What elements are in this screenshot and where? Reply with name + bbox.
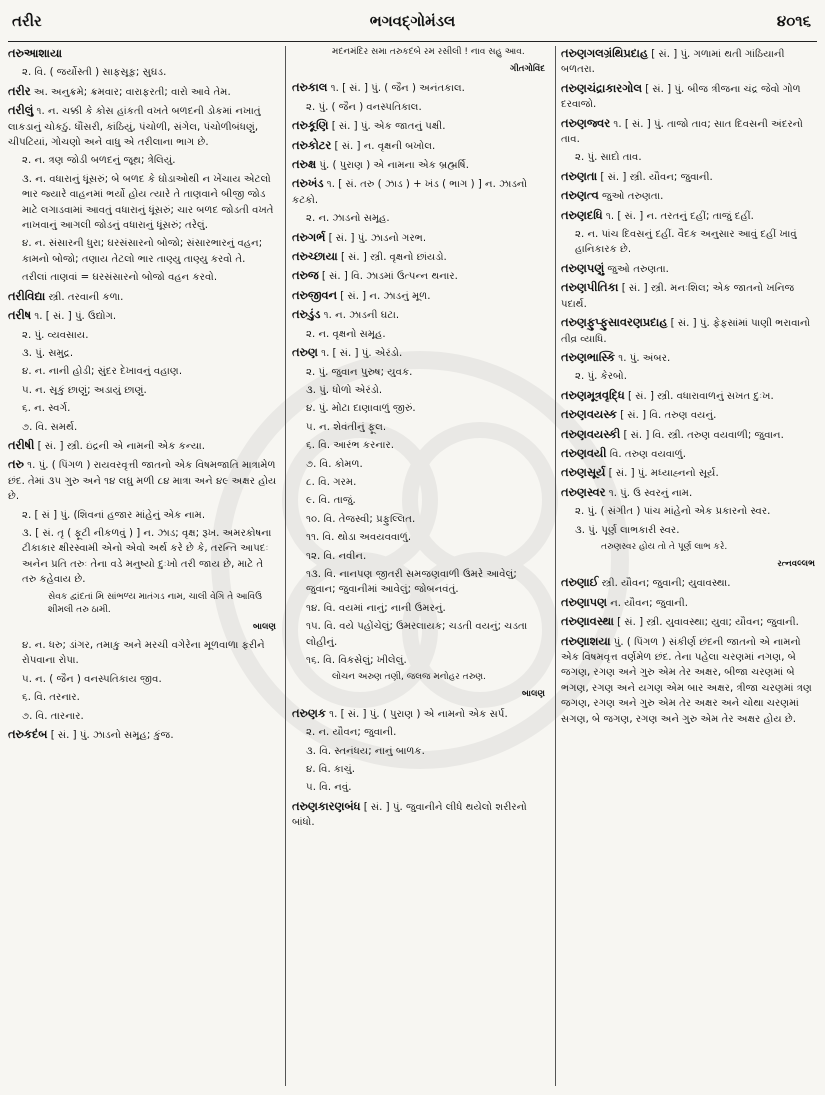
headword: તરુણજ્વર — [561, 115, 611, 130]
dictionary-entry — [561, 595, 819, 611]
sense-line — [292, 744, 549, 759]
dictionary-entry — [8, 457, 280, 504]
sense-line — [8, 401, 280, 416]
entry-text: ૩. ન. વધારાનું ધૂંસરું; બે બળદ કે ઘોડાઓથી ન ખેંચાય એટલો ભાર જ્યારે વાહનમાં ભર્યો હોય ત્યારે તે તાણવાને બીજી જોડ માટે લગાડવામાં આવતું વધારાનું ધૂંસરું; ચાર બળદ જોડતી વખતે નાખવાનું આગલી જોડનું વધારાનું ધૂંસરું; તરેલું. — [22, 173, 274, 232]
quotation — [8, 591, 280, 617]
dictionary-entry — [561, 614, 819, 630]
sense-line — [292, 549, 549, 564]
headword: તરુણભાસ્કિ — [561, 349, 615, 364]
entry-text: [ સં. ] પું. ઝાડનો સમૂહ; કુંજ. — [47, 730, 174, 742]
sense-line — [8, 364, 280, 379]
dictionary-entry — [8, 103, 280, 150]
headword: તરુખંડ — [292, 176, 324, 191]
sense-line — [292, 601, 549, 616]
headword: તરુજીવન — [292, 287, 337, 302]
column-divider-2 — [555, 46, 556, 1086]
entry-text: [ સં. ] સ્ત્રી. યુવાવસ્થા; યુવા; યૌવન; જુવાની. — [613, 617, 799, 629]
sense-line — [8, 346, 280, 361]
dictionary-entry — [561, 634, 819, 727]
sense-line — [8, 65, 280, 80]
entry-text: ૬. વિ. આરંભ કરનાર. — [306, 440, 394, 452]
sense-line — [8, 236, 280, 267]
entry-text: જુઓ તરુણતા. — [598, 191, 664, 203]
sense-line — [8, 328, 280, 343]
sense-line — [561, 150, 819, 165]
headword: તરુણફુપ્ફુસાવરણપ્રદાહ — [561, 315, 668, 330]
dictionary-column-3 — [561, 46, 819, 1089]
page-header — [0, 0, 825, 38]
sense-line — [292, 457, 549, 472]
sense-line — [292, 475, 549, 490]
dictionary-column-1 — [8, 46, 280, 1089]
sense-line — [8, 508, 280, 523]
dictionary-entry — [561, 208, 819, 224]
entry-text: ૩. પું. ધોળો એરંડો. — [306, 384, 383, 396]
dictionary-entry — [561, 427, 819, 443]
dictionary-entry — [8, 289, 280, 305]
headword: તરુણમૂત્રવૃદ્ધિ — [561, 387, 625, 402]
dictionary-entry — [561, 350, 819, 366]
dictionary-entry — [561, 407, 819, 423]
dictionary-entry — [561, 188, 819, 204]
entry-text: ૫. ન. શેવંતીનું ફૂલ. — [306, 421, 387, 433]
sense-line — [292, 567, 549, 598]
entry-text: [ સં. ] સ્ત્રી. યૌવન; જુવાની. — [597, 171, 713, 183]
entry-text: વિ. તરુણ વયવાળું. — [606, 448, 686, 460]
headword: તરુણતા — [561, 168, 598, 183]
entry-text: ૮. વિ. ગરમ. — [306, 476, 357, 488]
dictionary-entry — [292, 307, 549, 323]
headword: તરુચ્છાયા — [292, 249, 338, 264]
dictionary-entry — [561, 465, 819, 481]
quotation — [292, 671, 549, 684]
quotation — [292, 46, 549, 59]
dictionary-entry — [561, 169, 819, 185]
headword: તરીષી — [8, 437, 35, 452]
entry-text: [ સં. ] સ્ત્રી. વૃક્ષનો છાંયડો. — [337, 252, 447, 264]
headword: તરુઆશાયા — [8, 46, 63, 60]
dictionary-entry — [8, 727, 280, 743]
quotation — [561, 541, 819, 554]
headword: તરુણવયી — [561, 445, 607, 460]
headword: તરુકૂણિ — [292, 118, 329, 133]
dictionary-entry — [292, 80, 549, 96]
entry-text: ૪. ન. નાની હોડી; સુંદર દેખાવનું વહાણ. — [22, 366, 183, 378]
entry-text: બાલણ — [522, 689, 545, 700]
entry-text: ૨. ન. વૃક્ષનો સમૂહ. — [306, 328, 386, 340]
entry-text: ૬. ન. સ્વર્ગ. — [22, 403, 71, 415]
entry-text: [ સં. ] સ્ત્રી. ઇંદ્રની એ નામની એક કન્યા. — [34, 440, 206, 452]
sense-line — [8, 383, 280, 398]
entry-text: ૩. [ સં. તૃ ( ફૂટી નીકળવું ) ] ન. ઝાડ; વૃક્ષ; રૂખ. અમરકોષના ટીકાકાર ક્ષીરસ્વામી એનો એવો અર્થ કરે છે કે, તરન્તિ આપદઃ અનેન પ્રતિ તરુઃ તેના વડે મનુષ્યો દુઃખો તરી જાય છે, માટે તે તરુ કહેવાય છે. — [22, 527, 272, 586]
headword: તરુણાશયા — [561, 633, 611, 648]
entry-text: [ સં. ] સ્ત્રી. મનઃશિલ; એક જાતનો ખનિજ પદાર્થ. — [561, 283, 795, 310]
headword: તરુજ — [292, 268, 319, 283]
sense-line — [292, 383, 549, 398]
entry-text: [ સં. ] પું. મધ્યાહ્નનો સૂર્ય. — [605, 468, 719, 480]
entry-text: ૧૬. વિ. વિકસેલું; ખીલેલું. — [306, 655, 407, 666]
sense-line — [292, 100, 549, 115]
entry-text: [ સં. ] ન. ઝાડનું મૂળ. — [337, 290, 431, 302]
dictionary-entry — [561, 280, 819, 312]
dictionary-entry — [561, 388, 819, 404]
entry-text: ૧. [ સં. ] પું. એરંડો. — [317, 348, 403, 360]
dictionary-entry — [561, 575, 819, 591]
headword: તરુણગલગ્રંથિપ્રદાહ — [561, 46, 649, 60]
entry-text: ૨. પું. ( જૈન ) વનસ્પતિકાલ. — [306, 101, 422, 113]
headword: તરુગર્ભ — [292, 229, 326, 244]
entry-text: ૨. પું. વ્યવસાય. — [22, 329, 89, 341]
sense-line — [292, 401, 549, 416]
entry-text: [ સં. ] સ્ત્રી. વધારાવાળનું સખત દુઃખ. — [624, 390, 774, 402]
headword: તરુક્ષ — [292, 157, 317, 172]
headword: તરુણપીતિકા — [561, 280, 619, 295]
entry-text: ૭. વિ. તારનાર. — [22, 710, 84, 722]
dictionary-entry — [8, 438, 280, 454]
entry-text: રત્નવલ્લભ — [777, 558, 815, 569]
headword: તરુકાલ — [292, 80, 328, 95]
headword: તરુણ — [292, 345, 318, 360]
sense-line — [561, 369, 819, 384]
entry-text: [ સં. ] વિ. ઝાડમાં ઉત્પન્ન થનાર. — [318, 271, 458, 283]
entry-text: [ સં. ] વિ. તરુણ વયનું. — [616, 410, 717, 422]
dictionary-entry — [561, 46, 819, 78]
sense-line — [292, 780, 549, 795]
entry-text: [ સં. ] ન. વૃક્ષની બખોલ. — [331, 140, 436, 152]
entry-text: ૧. [ સં. ] પું. ઉદ્યોગ. — [31, 311, 117, 323]
dictionary-entry — [292, 157, 549, 173]
entry-text: ૨. ન. પાંચ દિવસનું દહીં. વૈદક અનુસાર આવું દહીં ખાવું હાનિકારક છે. — [575, 229, 797, 256]
entry-text: ૧. પું. ઉ સ્વરનું નામ. — [605, 487, 693, 499]
entry-text: અ. અનુક્રમે; ક્રમવાર; વારાફરતી; વારો આવે તેમ. — [30, 86, 231, 98]
dictionary-entry — [292, 268, 549, 284]
entry-text: ૧. [ સં. ] પું. તાજો તાવ; સાત દિવસની અંદરનો તાવ. — [561, 118, 803, 146]
entry-text: ૧૧. વિ. થોડા અવયવવાળું. — [306, 532, 412, 544]
entry-text: સેવક દ્વાંદતાં મિ સાંભળ્ય માતંગડ નામ, ચાલી વેગિ તે આવિઉ શીમલી તરુ ઠામી. — [48, 591, 262, 615]
entry-text: ૪. પું. મોટા દાણાવાળું જીરું. — [306, 403, 416, 415]
headword: તરુણવયસ્કી — [561, 426, 621, 441]
entry-text: ૭. વિ. કોમળ. — [306, 458, 363, 470]
entry-text: ૨. પું. સાદો તાવ. — [575, 152, 642, 164]
dictionary-entry — [8, 308, 280, 324]
sense-line — [292, 530, 549, 545]
entry-text: ૧. [ સં. ] પું. ( પુરાણ ) એ નામનો એક સર્પ. — [325, 708, 508, 720]
citation-source — [292, 62, 549, 77]
entry-text: ૨. પું. ( સંગીત ) પાંચ માંહેનો એક પ્રકારનો સ્વર. — [575, 506, 771, 518]
sense-line — [292, 365, 549, 380]
headword: તરુણક — [292, 705, 326, 720]
entry-text: ૧. ન. ચક્કી કે કોસ હાંકતી વખતે બળદની ડોકમાં નખાતું લાકડાનું ચોકઠું. ધૌંસરી, કાંઠિયું, પંચોળી, સંગેલ, પંચોળીબંધણું, ચીપટિયાં, ગોચણો અને વાધુ એ તરીલાના ભાગ છે. — [8, 106, 261, 149]
citation-source — [292, 687, 549, 702]
entry-text: ૫. વિ. નવું. — [306, 782, 352, 794]
citation-source — [561, 557, 819, 572]
entry-text: ૭. વિ. સમર્થ. — [22, 421, 78, 433]
entry-text: લોચન અરુણ તણી, જલજ મનોહર તરુણ. — [332, 672, 486, 683]
entry-text: મદનમંદિર સમા તરુકદંબે રમ રસીલી ! નાવ સહુ આવ. — [332, 47, 525, 57]
dictionary-entry — [561, 261, 819, 277]
entry-text: ૨. પું. કેરબો. — [575, 371, 627, 383]
headword: તરુણાપણ — [561, 594, 607, 609]
dictionary-entry — [292, 799, 549, 831]
headword: તરુણસૂર્ય — [561, 465, 606, 480]
dictionary-entry — [561, 315, 819, 347]
entry-text: [ સં. ] પું. ઝાડનો ગરભ. — [325, 232, 427, 244]
entry-text: [ સં. ] પું. ગળામાં થતી ગાંઠિયાની બળતરા. — [561, 49, 785, 76]
sense-line — [8, 270, 280, 285]
dictionary-entry — [292, 706, 549, 722]
sense-line — [8, 638, 280, 669]
entry-text: [ સં. ] વિ. સ્ત્રી. તરુણ વયવાળી; જુવાન. — [620, 429, 784, 441]
entry-text: બાલણ — [253, 621, 276, 632]
headword: તરુકદંબ — [8, 727, 48, 742]
headword: તરુ — [8, 457, 24, 472]
entry-text: ૨. [ સં ] પું. (શિવનાં હજાર માંહેનું એક નામ. — [22, 509, 206, 521]
entry-text: ૩. પું. સમુદ્ર. — [22, 347, 74, 359]
sense-line — [292, 725, 549, 740]
headword: તરુડુંડ — [292, 307, 321, 322]
sense-line — [292, 211, 549, 226]
headword: તરીલું — [8, 103, 34, 118]
entry-text: [ સં. ] પું. બીજ ત્રીજના ચંદ્ર જેવો ગોળ દરવાજો. — [561, 83, 801, 111]
entry-text: ૪. ન. ધરુ; ડાંગર, તમાકુ અને મરચી વગેરેના મૂળવાળા ફરીને રોપવાના રોપા. — [22, 640, 265, 667]
entry-text: ન. યૌવન; જુવાની. — [606, 597, 689, 609]
sense-line — [292, 653, 549, 668]
entry-text: ૨. ન. ત્રણ જોડી બળદનું જૂથ; ત્રેલિયું. — [22, 155, 176, 167]
dictionary-entry — [292, 176, 549, 208]
headword: તરુણાવસ્થા — [561, 614, 614, 629]
sense-line — [561, 523, 819, 538]
entry-text: ૪. ન. સંસારની ધુરા; ઘરસંસારનો બોજો; સંસારભારનું વહન; કામનો બોજો; તણાય તેટલો ભાર તાણ્યુ તાણ્યુ કરવો તે. — [22, 238, 263, 265]
entry-text: [ સં. ] પું. જુવાનીને લીધે થયેલો શરીરનો બાંધો. — [292, 801, 527, 829]
sense-line — [292, 420, 549, 435]
headword: તરુણસ્વર — [561, 484, 606, 499]
sense-line — [8, 690, 280, 705]
dictionary-entry — [561, 446, 819, 462]
column-divider-1 — [285, 46, 286, 1086]
entry-text: ૧. [ સં. ] પું. ( જૈન ) અનંતકાલ. — [327, 83, 465, 95]
entry-text: ૧૪. વિ. વયમાં નાનું; નાની ઉમરનું. — [306, 602, 446, 614]
entry-text: ૫. ન. સૂકું છાણું; અડાયું છાણું. — [22, 384, 147, 396]
entry-text: ૫. ન. ( જૈન ) વનસ્પતિકાય જીવ. — [22, 673, 162, 685]
sense-line — [292, 762, 549, 777]
entry-text: સ્ત્રી. તરવાની કળા. — [45, 291, 124, 303]
entry-text: ૧૨. વિ. નવીન. — [306, 550, 367, 562]
sense-line — [8, 709, 280, 724]
entry-text: ૩. વિ. સ્તનંધય; નાનું બાળક. — [306, 745, 425, 757]
dictionary-entry — [8, 46, 280, 62]
headword: તરુણકારણબંધ — [292, 798, 361, 813]
dictionary-entry — [292, 118, 549, 134]
headword: તરીર — [8, 83, 31, 98]
sense-line — [8, 420, 280, 435]
entry-text: [ સં. ] પું. એક જાતનું પક્ષી. — [328, 121, 446, 133]
headword: તરુણચંદ્રાકારગોલ — [561, 80, 642, 95]
entry-text: ૨. ન. યૌવન; જુવાની. — [306, 727, 397, 739]
headword: તરુણાઈ — [561, 575, 599, 590]
header-left-word: તરીર — [12, 12, 42, 30]
entry-text: ૧. [ સં. ] ન. તરતનું દહીં; તાજું દહીં. — [602, 210, 754, 222]
dictionary-entry — [561, 116, 819, 148]
dictionary-entry — [561, 485, 819, 501]
entry-text: ૧. [ સં. તરુ ( ઝાડ ) + ખંડ ( ભાગ ) ] ન. ઝાડનો કટકો. — [292, 179, 528, 206]
sense-line — [561, 227, 819, 258]
dictionary-entry — [8, 84, 280, 100]
headword: તરુકોટર — [292, 137, 332, 152]
dictionary-entry — [292, 288, 549, 304]
headword: તરુણદધિ — [561, 207, 603, 222]
page-number: ૪૦૧૬ — [776, 12, 811, 30]
sense-line — [292, 438, 549, 453]
dictionary-entry — [561, 81, 819, 113]
sense-line — [292, 493, 549, 508]
entry-text: ૬. વિ. તરનાર. — [22, 692, 80, 704]
entry-text: પું. ( પિંગળ ) સંકીર્ણ છંદની જાતનો એ નામનો એક વિષમવૃત્ત વર્ણમેળ છંદ. તેના પહેલા ચરણમાં નગણ, બે જગણ, રગણ અને ગુરુ એમ તેર અક્ષર, બીજા ચરણમાં બે ભગણ, રગણ અને યગણ એમ બાર અક્ષર, ત્રીજા ચરણમાં ત્રણ જગણ, રગણ અને ગુરુ એમ તેર અક્ષર અને ચોથા ચરણમાં સગણ, બે જગણ, રગણ અને ગુરુ એમ તેર અક્ષર હોય છે. — [561, 636, 812, 725]
entry-text: ૧. પું. અંબર. — [615, 352, 671, 364]
sense-line — [292, 512, 549, 527]
sense-line — [8, 526, 280, 588]
sense-line — [8, 172, 280, 234]
entry-text: ૨. પું. જુવાન પુરુષ; યુવક. — [306, 366, 413, 378]
sense-line — [292, 619, 549, 650]
entry-text: તરીલાં તાણવાં = ઘરસંસારનો બોજો વહન કરવો. — [22, 272, 218, 284]
header-rule — [8, 41, 817, 42]
dictionary-column-2 — [292, 46, 549, 1089]
header-title: ભગવદ્ગોમંડલ — [369, 12, 456, 30]
sense-line — [561, 504, 819, 519]
entry-text: ૧. ન. ઝાડની ઘટા. — [320, 310, 400, 322]
headword: તરીષ — [8, 308, 32, 323]
dictionary-entry — [292, 249, 549, 265]
entry-text: સ્ત્રી. યૌવન; જુવાની; યુવાવસ્થા. — [598, 578, 731, 590]
entry-text: જુઓ તરુણતા. — [604, 263, 669, 275]
entry-text: ૯. વિ. તાજું. — [306, 495, 356, 507]
entry-text: ૨. ન. ઝાડનો સમૂહ. — [306, 213, 390, 225]
entry-text: ૧૫. વિ. વયે પહોંચેલું; ઉમરલાયક; ચડતી વયનું; ચડતા લોહીનું. — [306, 621, 528, 648]
sense-line — [8, 672, 280, 687]
entry-text: ગીતગોવિંદ — [510, 64, 545, 74]
entry-text: ૪. વિ. કાચું. — [306, 764, 355, 776]
headword: તરુણપણું — [561, 260, 605, 275]
dictionary-entry — [292, 230, 549, 246]
citation-source — [8, 620, 280, 635]
entry-text: ૩. પું. પૂર્ણ લાભકારી સ્વર. — [575, 524, 680, 536]
headword: તરુણત્વ — [561, 188, 599, 203]
headword: તરીવિદ્યા — [8, 288, 46, 303]
entry-text: ૧૩. વિ. નાનપણ જીતરી સમજણવાળી ઉમરે આવેલું; જુવાન; જુવાનીમાં આવેલું; જોબનવંતું. — [306, 568, 517, 596]
sense-line — [292, 327, 549, 342]
entry-text: ૧૦. વિ. તેજસ્વી; પ્રફુલ્લિત. — [306, 513, 416, 525]
dictionary-entry — [292, 138, 549, 154]
dictionary-entry — [292, 345, 549, 361]
sense-line — [8, 153, 280, 168]
entry-text: તરુણસ્વર હોય તો તે પૂર્ણ લાભ કરે. — [601, 541, 728, 552]
entry-text: પું. ( પુરાણ ) એ નામના એક બ્રહ્મર્ષિ. — [316, 160, 469, 172]
entry-text: ૨. વિ. ( જર્યોસ્તી ) સાફસૂફ; સુઘડ. — [22, 67, 167, 79]
entry-text: ૧. પું. ( પિંગળ ) રાયવરવૃત્તી જાતનો એક વિષમજાતિ માત્રામેળ છંદ. તેમાં ૩૫ ગુરુ અને ૧૪ લઘુ મળી ૮૪ માત્રા અને ૪૯ અક્ષર હોય છે. — [8, 460, 277, 503]
entry-text: [ સં. ] પું. ફેફસાંમાં પાણી ભરાવાનો તીવ્ર વ્યાધિ. — [561, 318, 811, 345]
headword: તરુણવયસ્ક — [561, 407, 617, 422]
